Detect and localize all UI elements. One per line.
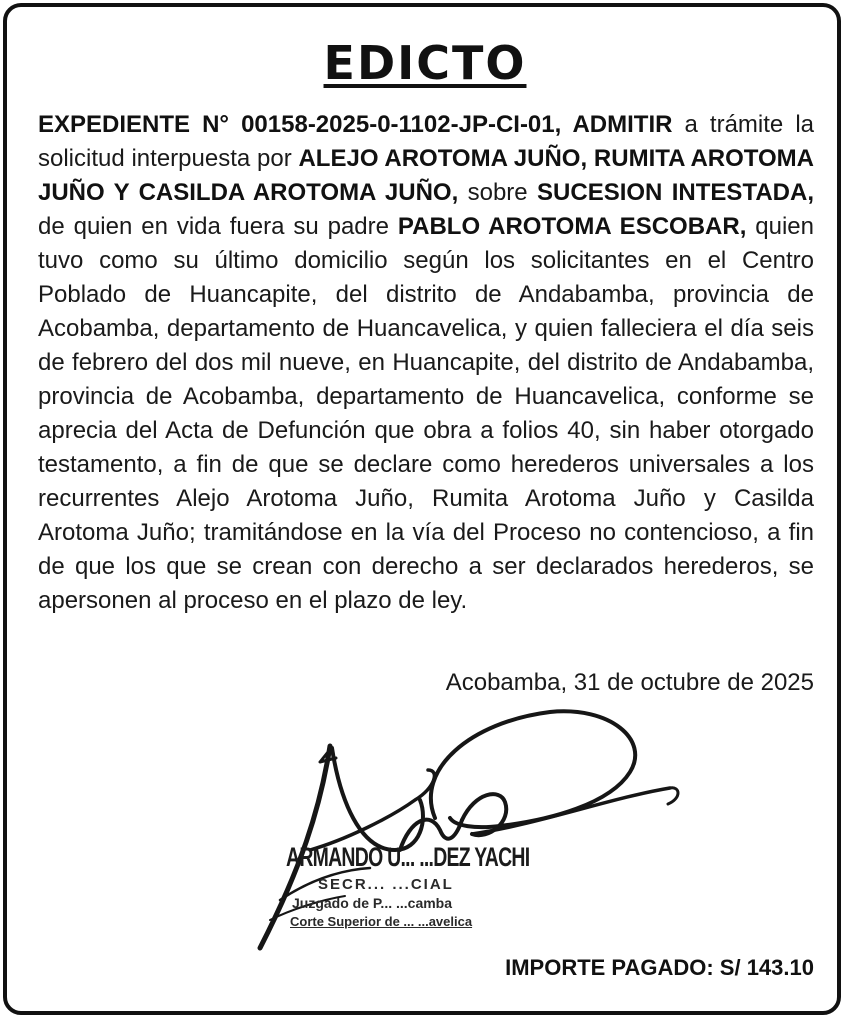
matter-type: SUCESION INTESTADA, xyxy=(537,179,814,206)
place-and-date: Acobamba, 31 de octubre de 2025 xyxy=(445,669,814,696)
stamp-superior-court: Corte Superior de ... ...avelica xyxy=(290,914,473,929)
body-text-segment: de quien en vida fuera su padre xyxy=(38,213,398,240)
stamp-official-name: ARMANDO U... ...DEZ YACHI xyxy=(286,842,530,872)
case-number-and-admit: EXPEDIENTE N° 00158-2025-0-1102-JP-CI-01, ADMITIR xyxy=(38,111,673,138)
stamp-court: Juzgado de P... ...camba xyxy=(292,895,453,911)
amount-paid: IMPORTE PAGADO: S/ 143.10 xyxy=(505,955,814,980)
stamp-position: SECR... ...CIAL xyxy=(318,876,454,893)
deceased-name: PABLO AROTOMA ESCOBAR, xyxy=(397,213,747,240)
body-text-segment: a trámite la solicitud interpuesta por xyxy=(38,111,814,172)
body-text-segment: sobre xyxy=(458,179,538,206)
body-text-segment: quien tuvo como su último domicilio según los solicitantes en el Centro Poblado de Huancapite, del distrito de Andabamba, provincia de Acobamba, departamento de Huancavelica, y quien falleciera el día seis de febrero del dos mil nueve, en Huancapite, del distrito de Andabamba, provincia de Acobamba, departamento de Huancavelica, conforme se aprecia del Acta de Defunción que obra a folios 40, sin haber otorgado testamento, a fin de que se declare como herederos universales a los recurrentes Alejo Arotoma Juño, Rumita Arotoma Juño y Casilda Arotoma Juño; tramitándose en la vía del Proceso no contencioso, a fin de que los que se crean con derecho a ser declarados herederos, se apersonen al proceso en el plazo de ley. xyxy=(38,213,814,614)
petitioners-names: ALEJO AROTOMA JUÑO, RUMITA AROTOMA JUÑO Y CASILDA AROTOMA JUÑO, xyxy=(38,145,814,206)
edict-body xyxy=(38,108,814,618)
official-stamp xyxy=(282,842,572,942)
edict-title: EDICTO xyxy=(323,36,527,90)
